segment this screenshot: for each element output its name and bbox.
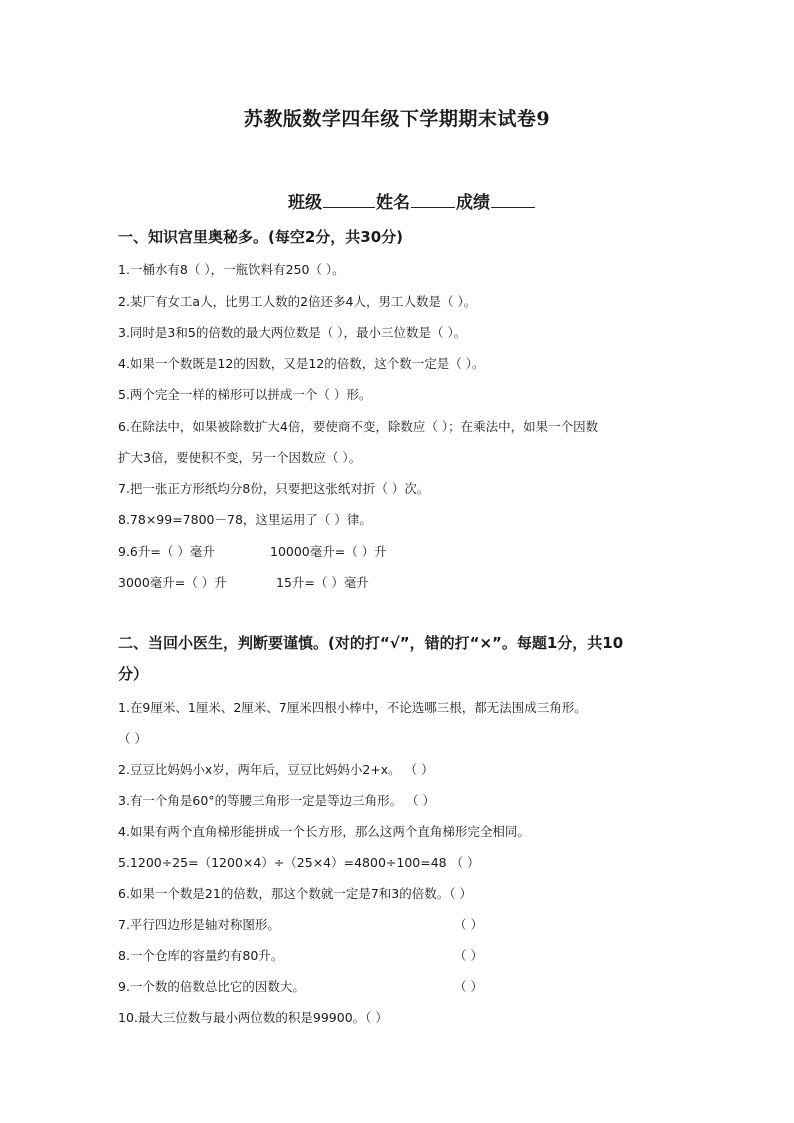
s1-question-5: 5.两个完全一样的梯形可以拼成一个（ ）形。 [118, 387, 372, 402]
s1-question-2: 2.某厂有女工a人，比男工人数的2倍还多4人，男工人数是（ ）。 [118, 294, 477, 309]
exam-title: 苏教版数学四年级下学期期末试卷9 [243, 108, 551, 130]
s1-question-6: 6.在除法中，如果被除数扩大4倍，要使商不变，除数应（ ）；在乘法中，如果一个因数 [118, 419, 599, 434]
name-label: 姓名 [376, 193, 410, 213]
s2-question-3: 3.有一个角是60°的等腰三角形一定是等边三角形。 （ ） [118, 793, 436, 808]
s1-question-4: 4.如果一个数既是12的因数，又是12的倍数，这个数一定是（ ）。 [118, 356, 485, 371]
section-2-heading-line-2: 分） [118, 665, 149, 683]
section-2-heading-line-1: 二、当回小医生，判断要谨慎。(对的打“√”，错的打“×”。每题1分，共10 [118, 634, 624, 652]
s2-question-8 [118, 946, 718, 964]
s1-question-1: 1.一桶水有8（ ），一瓶饮料有250（ ）。 [118, 262, 345, 277]
s1-question-6-cont: 扩大3倍，要使积不变，另一个因数应（ ）。 [118, 450, 362, 465]
s2-question-4: 4.如果有两个直角梯形能拼成一个长方形，那么这两个直角梯形完全相同。 [118, 824, 530, 839]
s2-question-1-mark: （ ） [118, 731, 147, 746]
s2-q8-mark: （ ） [454, 948, 483, 963]
s1-question-3: 3.同时是3和5的倍数的最大两位数是（ ），最小三位数是（ ）。 [118, 325, 467, 340]
s2-question-2: 2.豆豆比妈妈小x岁，两年后，豆豆比妈妈小2+x。 （ ） [118, 762, 434, 777]
s2-q7-text: 7.平行四边形是轴对称图形。 [118, 917, 280, 932]
score-blank[interactable] [491, 193, 535, 208]
s2-q8-text: 8.一个仓库的容量约有80升。 [118, 948, 284, 963]
s1-question-7: 7.把一张正方形纸均分8份，只要把这张纸对折（ ）次。 [118, 481, 430, 496]
s2-question-10: 10.最大三位数与最小两位数的积是99900。（ ） [118, 1010, 388, 1025]
s2-q7-mark: （ ） [454, 917, 483, 932]
s2-question-6: 6.如果一个数是21的倍数，那这个数就一定是7和3的倍数。（ ） [118, 886, 472, 901]
s2-q9-mark: （ ） [454, 979, 483, 994]
s1-q9-part-a: 9.6升=（ ）毫升 [118, 544, 215, 559]
s1-q9-part-b: 10000毫升=（ ）升 [270, 544, 387, 559]
s2-question-9 [118, 977, 718, 995]
class-label: 班级 [288, 193, 322, 213]
s1-question-9-cont [118, 573, 718, 591]
s1-q9-part-d: 15升=（ ）毫升 [276, 575, 369, 590]
class-blank[interactable] [323, 193, 375, 208]
section-1-heading: 一、知识宫里奥秘多。(每空2分，共30分) [118, 228, 404, 246]
s2-question-5: 5.1200÷25=（1200×4）÷（25×4）=4800÷100=48 （ ） [118, 855, 480, 870]
s1-question-8: 8.78×99=7800－78，这里运用了（ ）律。 [118, 512, 372, 527]
score-label: 成绩 [456, 193, 490, 213]
s2-q9-text: 9.一个数的倍数总比它的因数大。 [118, 979, 305, 994]
s1-q9-part-c: 3000毫升=（ ）升 [118, 575, 227, 590]
s2-question-1: 1.在9厘米、1厘米、2厘米、7厘米四根小棒中，不论选哪三根，都无法围成三角形。 [118, 700, 587, 715]
s1-question-9 [118, 542, 718, 560]
name-blank[interactable] [411, 193, 455, 208]
student-info-row [288, 188, 536, 213]
s2-question-7 [118, 915, 718, 933]
